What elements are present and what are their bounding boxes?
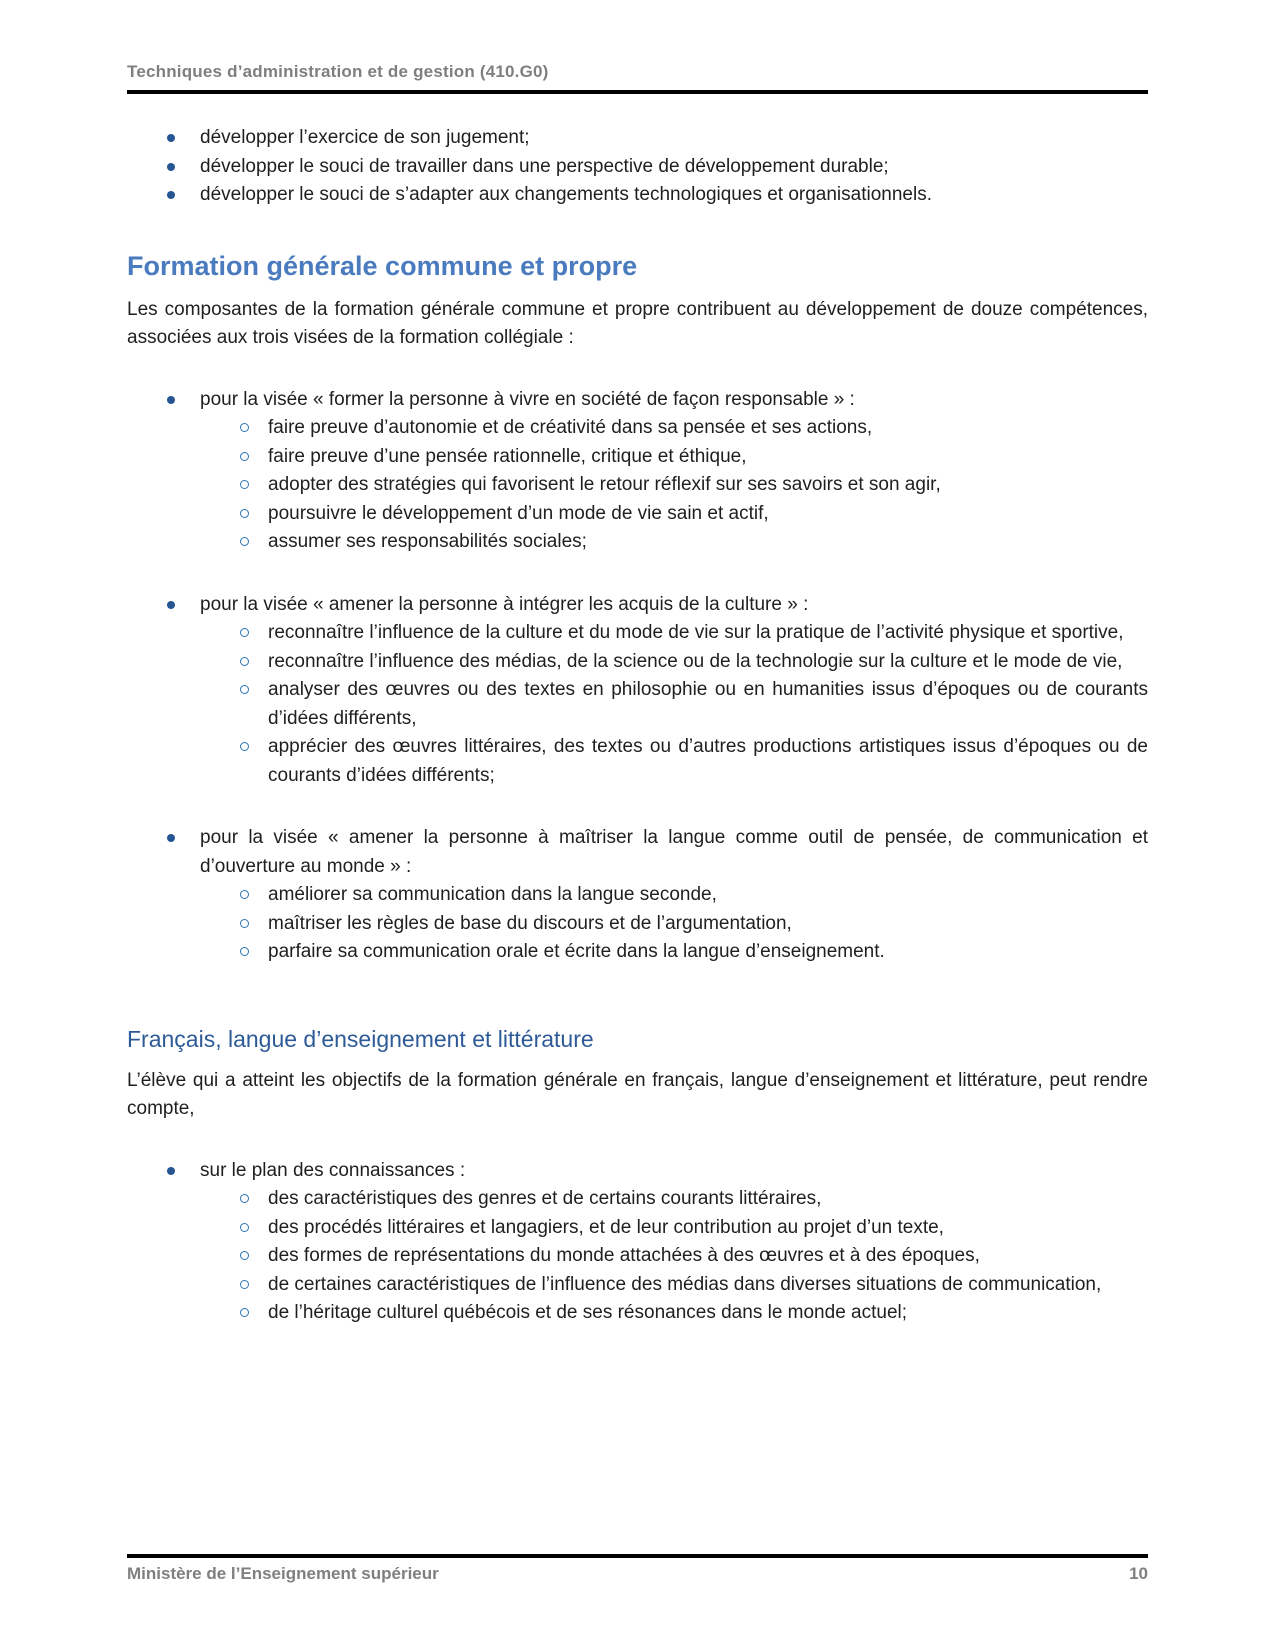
visee-group-1 (127, 386, 1148, 557)
list-item-text: développer l’exercice de son jugement; (200, 127, 530, 148)
group-label (127, 1157, 1148, 1186)
circle-bullet-icon (200, 528, 268, 546)
sub-list-item-text: de l’héritage culturel québécois et de ses résonances dans le monde actuel; (268, 1302, 908, 1323)
sub-list-item-text: des procédés littéraires et langagiers, et de leur contribution au projet d’un texte, (268, 1216, 944, 1238)
header-rule (127, 90, 1148, 94)
footer-rule (127, 1554, 1148, 1558)
bullet-icon (127, 386, 200, 404)
running-header (127, 0, 1148, 94)
sub-list-item (200, 443, 1148, 472)
sub-list-item (200, 1299, 1148, 1328)
sub-list-item (200, 471, 1148, 500)
sub-list-item (200, 619, 1148, 648)
sub-list-item-text: apprécier des œuvres littéraires, des textes ou d’autres productions artistiques issus d’époques ou de courants d’idées différents; (268, 736, 1148, 786)
circle-bullet-icon (200, 1185, 268, 1203)
bullet-icon (127, 153, 200, 171)
page-footer (127, 1554, 1148, 1584)
circle-bullet-icon (200, 881, 268, 899)
circle-bullet-icon (200, 910, 268, 928)
visee-label-text: pour la visée « amener la personne à intégrer les acquis de la culture » : (200, 593, 809, 615)
circle-bullet-icon (200, 414, 268, 432)
sub-list-item-text: maîtriser les règles de base du discours et de l’argumentation, (268, 912, 792, 934)
circle-bullet-icon (200, 938, 268, 956)
sub-list-item-text: des formes de représentations du monde attachées à des œuvres et à des époques, (268, 1245, 980, 1266)
connaissances-group (127, 1157, 1148, 1328)
sub-list-item (200, 938, 1148, 967)
sub-list-item (200, 733, 1148, 790)
sub-list-item (200, 676, 1148, 733)
sub-list-item-text: analyser des œuvres ou des textes en philosophie ou en humanities issus d’époques ou de courants d’idées différents, (268, 679, 1148, 729)
circle-bullet-icon (200, 1271, 268, 1289)
group-label-text: sur le plan des connaissances : (200, 1159, 466, 1181)
circle-bullet-icon (200, 471, 268, 489)
circle-bullet-icon (200, 676, 268, 694)
visee-label-text: pour la visée « amener la personne à maîtriser la langue comme outil de pensée, de communication et d’ouverture au monde » : (200, 827, 1148, 877)
circle-bullet-icon (200, 1242, 268, 1260)
circle-bullet-icon (200, 1214, 268, 1232)
bullet-icon (127, 1157, 200, 1175)
visee-label (127, 386, 1148, 415)
sub-list-item-text: poursuivre le développement d’un mode de vie sain et actif, (268, 502, 769, 524)
circle-bullet-icon (200, 1299, 268, 1317)
sub-list-item (200, 414, 1148, 443)
sub-list-item (200, 1185, 1148, 1214)
circle-bullet-icon (200, 443, 268, 461)
sub-list-item (200, 1271, 1148, 1300)
visee-label-text: pour la visée « former la personne à vivre en société de façon responsable » : (200, 388, 855, 410)
sub-list-item-text: de certaines caractéristiques de l’influence des médias dans diverses situations de communication, (268, 1273, 1102, 1295)
sub-list-item-text: reconnaître l’influence des médias, de la science ou de la technologie sur la culture et le mode de vie, (268, 650, 1123, 672)
list-item-text: développer le souci de s’adapter aux changements technologiques et organisationnels. (200, 184, 932, 205)
sub-list-item (200, 1214, 1148, 1243)
section-intro-paragraph: Les composantes de la formation générale commune et propre contribuent au développement de douze compétences, associées aux trois visées de la formation collégiale : (127, 298, 1148, 348)
circle-bullet-icon (200, 733, 268, 751)
document-page (127, 0, 1148, 1650)
intro-bullet-list (127, 124, 1148, 210)
circle-bullet-icon (200, 500, 268, 518)
sub-list-item (200, 910, 1148, 939)
sub-list-item-text: adopter des stratégies qui favorisent le retour réflexif sur ses savoirs et son agir, (268, 474, 941, 495)
circle-bullet-icon (200, 648, 268, 666)
visee-group-2 (127, 591, 1148, 791)
footer-ministry-label: Ministère de l’Enseignement supérieur (127, 1564, 439, 1583)
section-title-formation-generale: Formation générale commune et propre (127, 250, 638, 281)
bullet-icon (127, 591, 200, 609)
list-item (127, 124, 1148, 153)
bullet-icon (127, 124, 200, 142)
sub-list-item (200, 528, 1148, 557)
section2-intro-paragraph: L’élève qui a atteint les objectifs de la formation générale en français, langue d’enseignement et littérature, peut rendre compte, (127, 1069, 1148, 1119)
footer-page-number: 10 (1129, 1564, 1148, 1583)
list-item (127, 153, 1148, 182)
sub-list-item-text: améliorer sa communication dans la langue seconde, (268, 884, 717, 905)
sub-list-item-text: faire preuve d’autonomie et de créativité dans sa pensée et ses actions, (268, 417, 873, 438)
sub-list-item-text: parfaire sa communication orale et écrite dans la langue d’enseignement. (268, 941, 885, 962)
bullet-icon (127, 824, 200, 842)
sub-list-item (200, 648, 1148, 677)
sub-list-item-text: faire preuve d’une pensée rationnelle, critique et éthique, (268, 445, 747, 467)
sub-list-item (200, 500, 1148, 529)
section-title-francais: Français, langue d’enseignement et littérature (127, 1025, 594, 1052)
running-header-title: Techniques d’administration et de gestion (410.G0) (127, 62, 549, 81)
bullet-icon (127, 181, 200, 199)
sub-list-item-text: des caractéristiques des genres et de certains courants littéraires, (268, 1188, 822, 1209)
list-item-text: développer le souci de travailler dans une perspective de développement durable; (200, 155, 889, 177)
sub-list-item-text: assumer ses responsabilités sociales; (268, 531, 587, 552)
sub-list-item (200, 881, 1148, 910)
visee-label (127, 591, 1148, 620)
circle-bullet-icon (200, 619, 268, 637)
sub-list-item (200, 1242, 1148, 1271)
sub-list-item-text: reconnaître l’influence de la culture et du mode de vie sur la pratique de l’activité physique et sportive, (268, 622, 1124, 643)
visee-group-3 (127, 824, 1148, 967)
visee-label (127, 824, 1148, 881)
list-item (127, 181, 1148, 210)
